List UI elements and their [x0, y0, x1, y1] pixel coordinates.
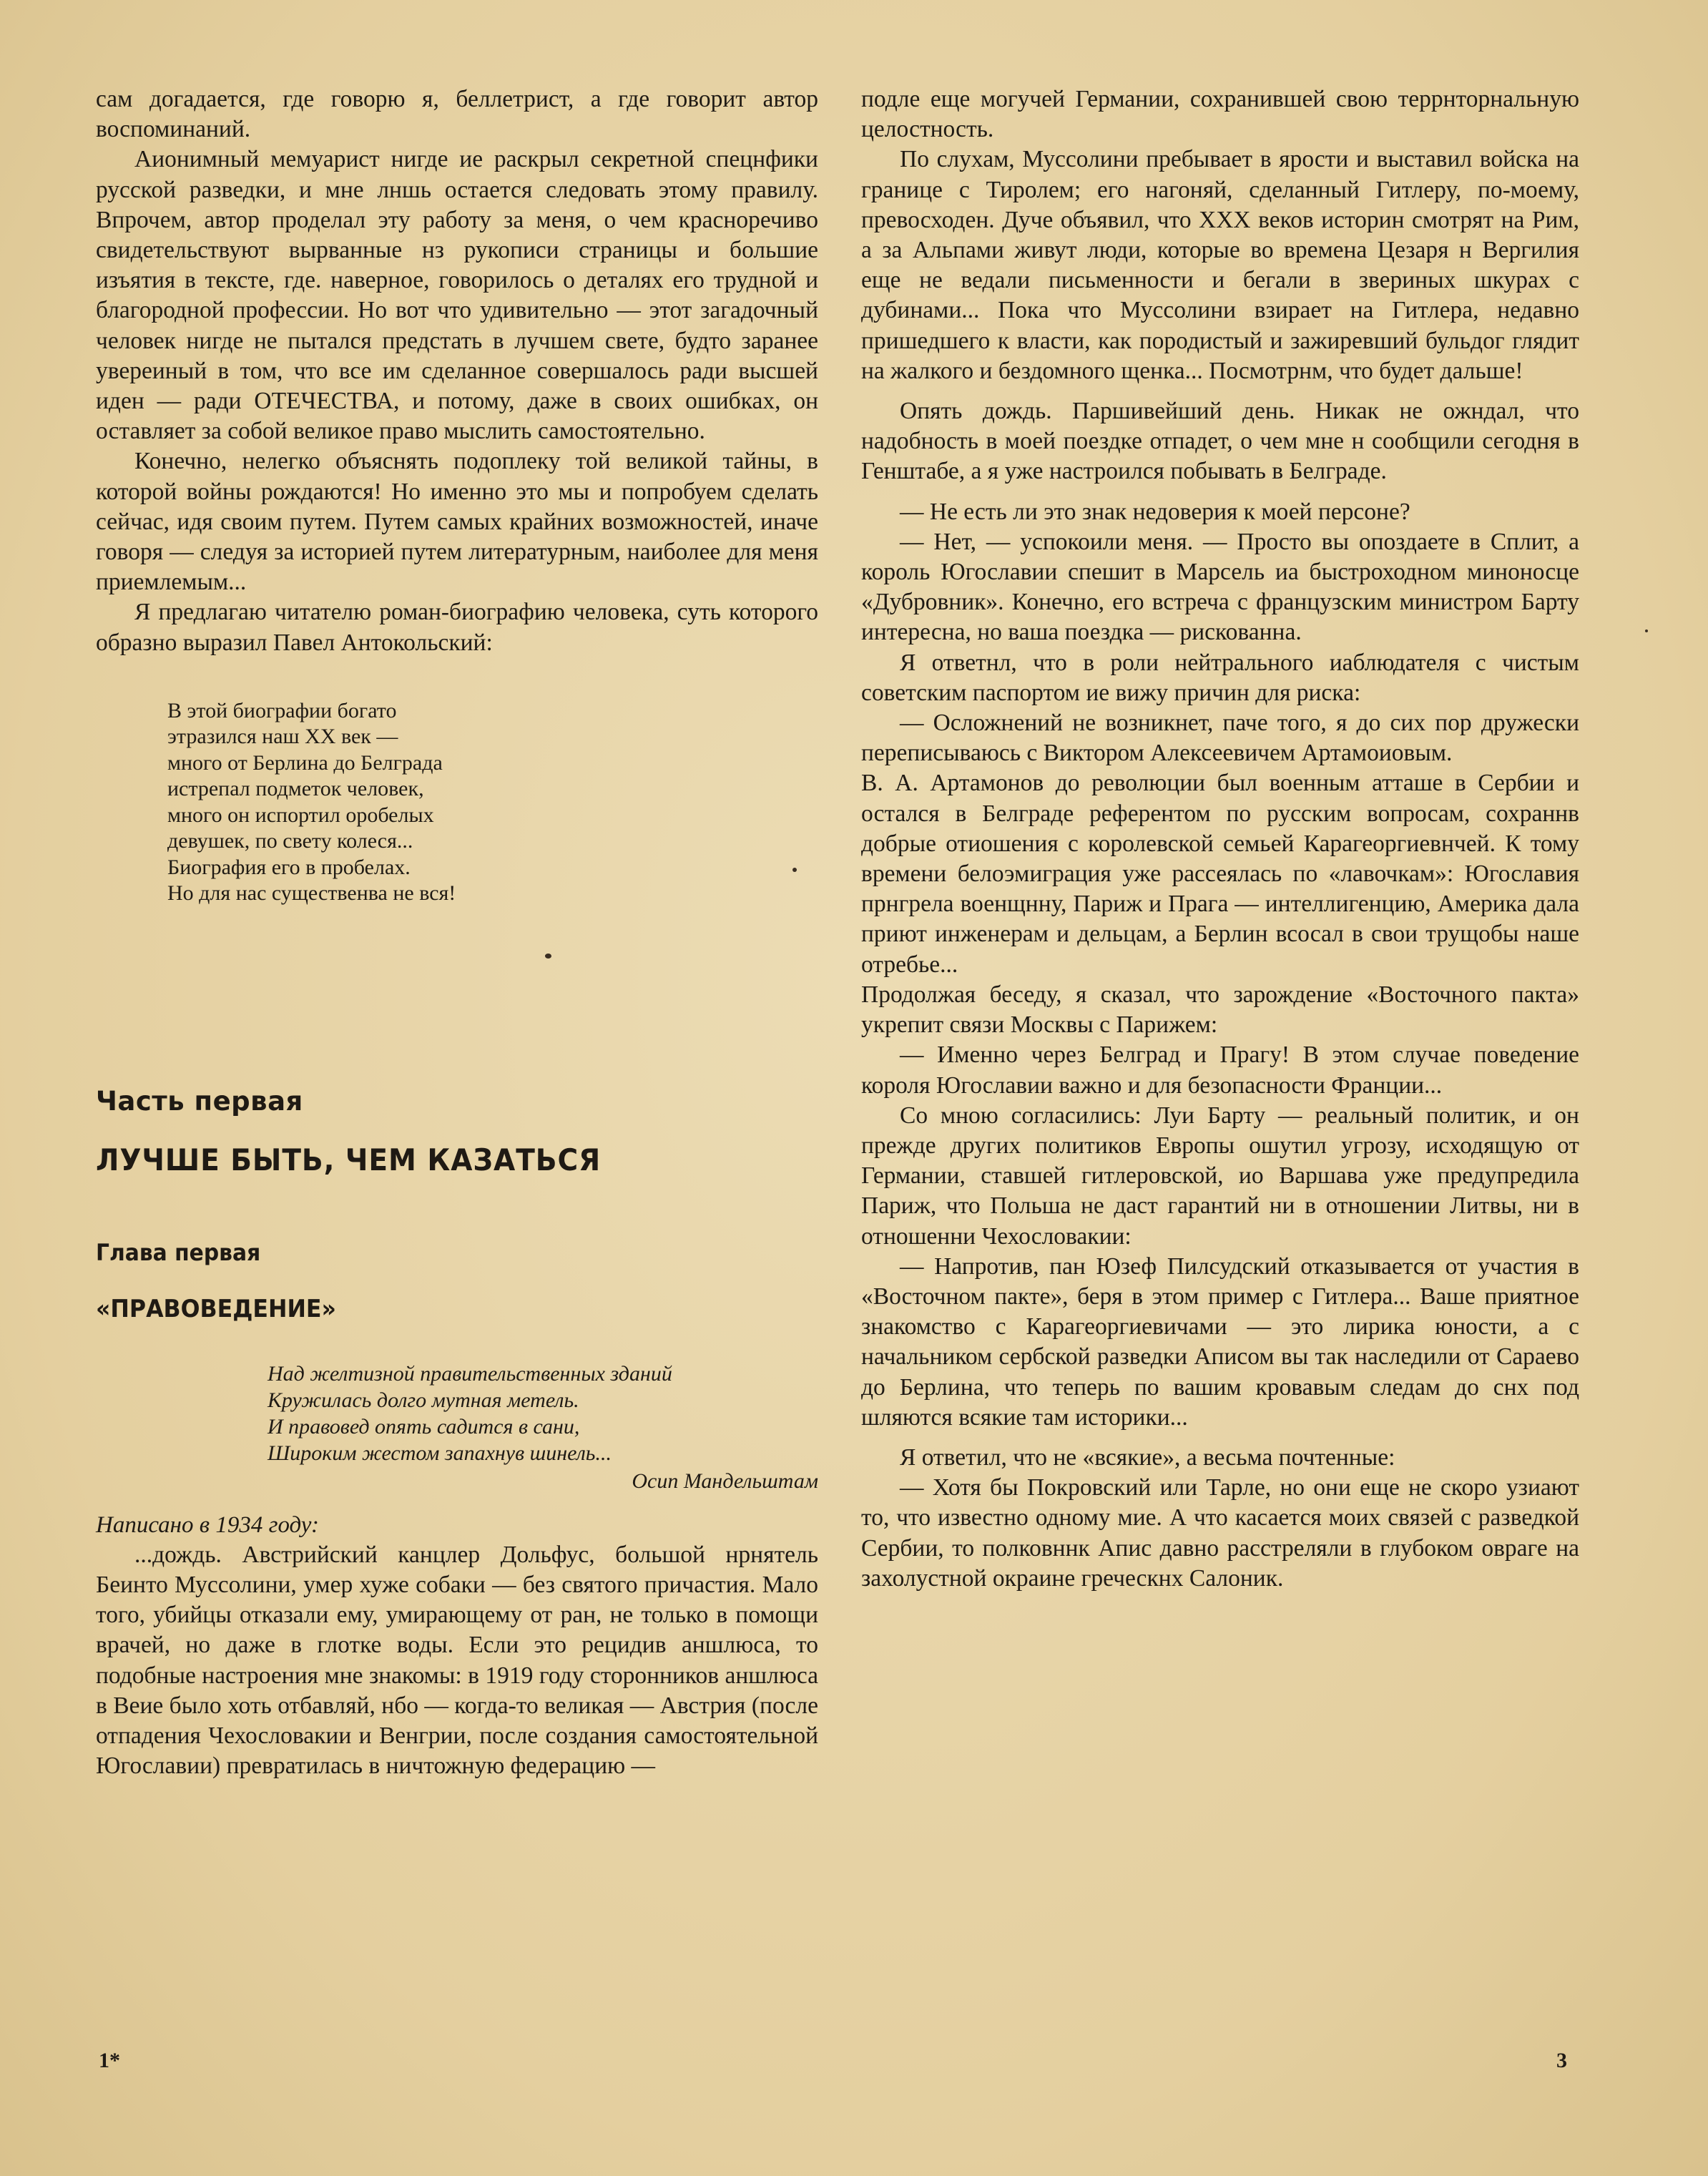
page-number-left: 1* — [99, 2049, 120, 2072]
ink-speck — [1645, 629, 1648, 632]
epigraph — [268, 1361, 818, 1494]
paragraph: — Хотя бы Покровский или Тарле, но они еще не скоро узиают то, что известно одному мие. А что касается моих связей с разведкой Сербии, то полковннк Апис давно расстреляли в глубоком овраге на захолустной окраине греческнх Салоник. — [861, 1474, 1579, 1592]
left-column — [96, 84, 818, 1781]
poem-line: много от Берлина до Белграда — [167, 750, 443, 775]
written-note: Написано в 1934 году: — [96, 1511, 319, 1538]
paragraph: Я ответил, что не «всякие», а весьма почтенные: — [900, 1444, 1395, 1471]
chapter-label: Глава первая — [96, 1238, 261, 1266]
poem-line: Биография его в пробелах. — [167, 855, 411, 879]
paragraph: Со мною согласились: Луи Барту — реальный политик, и он прежде других политиков Европы ошутил угрозу, исходящую от Германии, ставшей гитлеровской, ио Варшава уже предупредила Париж, что Польша не даст гарантий ни в отношении Литвы, ни в отношенни Чехословакии: — [861, 1102, 1579, 1250]
page-number-right: 3 — [1556, 2049, 1567, 2072]
paragraph: ...дождь. Австрийский канцлер Дольфус, большой нрнятель Беинто Муссолини, умер хуже собаки — без святого причастия. Мало того, убийцы отказали ему, умирающему от ран, не только в помощи врачей, но даже в глотке воды. Если это рецидив аншлюса, то подобные настроения мне знакомы: в 1919 году сторонников аншлюса в Веие было хоть отбавляй, нбо — когда-то великая — Австрия (после отпадения Чехословакии и Венгрии, после создания самостоятельной Югославии) превратилась в ничтожную федерацию — — [96, 1541, 818, 1780]
poem-line: Но для нас существенва не вся! — [167, 881, 456, 906]
paragraph: сам догадается, где говорю я, беллетрист, а где говорит автор воспоминаний. — [96, 86, 818, 143]
paragraph: — Нет, — успокоили меня. — Просто вы опоздаете в Сплит, а король Югославии спешит в Марсель иа быстроходном миноносце «Дубровник». Конечно, его встреча с французским министром Барту интересна, но ваша поездка — рискованна. — [861, 528, 1579, 646]
paragraph: Я ответнл, что в роли нейтрального иаблюдателя с чистым советским паспортом ие вижу причин для риска: — [861, 649, 1579, 706]
paragraph: Продолжая беседу, я сказал, что зарождение «Восточного пакта» укрепит связи Москвы с Парижем: — [861, 981, 1579, 1039]
paragraph: — Осложнений не возникнет, паче того, я до сих пор дружески переписываюсь с Виктором Алексеевичем Артамоиовым. — [861, 710, 1579, 767]
poem-quote — [167, 698, 818, 907]
chapter-title: «ПРАВОВЕДЕНИЕ» — [96, 1294, 336, 1323]
paragraph: — Именно через Белград и Прагу! В этом случае поведение короля Югославии важно и для безопасности Франции... — [861, 1042, 1579, 1099]
epigraph-line: Широким жестом запахнув шинель... — [268, 1441, 612, 1465]
epigraph-author: Осип Мандельштам — [632, 1469, 818, 1493]
paragraph: — Напротив, пан Юзеф Пилсудский отказывается от участия в «Восточном пакте», беря в этом пример с Гитлера... Ваше приятное знакомство с Карагеоргиевичами — это лирика юности, а с начальником сербской разведки Аписом вы так наследили от Сараево до Берлина, что теперь по вашим кровавым следам до снх под шляются всякие там историки... — [861, 1253, 1579, 1431]
epigraph-line: Кружилась долго мутная метель. — [268, 1388, 579, 1412]
paragraph: Опять дождь. Паршивейший день. Никак не ожндал, что надобность в моей поездке отпадет, о чем мне н сообщили сегодня в Генштабе, а я уже настроился побывать в Белграде. — [861, 398, 1579, 485]
poem-line: В этой биографии богато — [167, 698, 397, 722]
epigraph-line: Над желтизной правительственных зданий — [268, 1361, 672, 1386]
ink-speck — [792, 868, 797, 872]
epigraph-line: И правовед опять садится в сани, — [268, 1414, 580, 1439]
paragraph: Аионимный мемуарист нигде ие раскрыл секретной спецнфики русской разведки, и мне лншь остается следовать этому правилу. Впрочем, автор проделал эту работу за меня, о чем красноречиво свидетельствуют вырванные нз рукописи страницы и большие изъятия в тексте, где. наверное, говорилось о деталях его трудной и благородной профессии. Но вот что удивительно — этот загадочный человек нигде не пытался предстать в лучшем свете, будто заранее увереиный в том, что все им сделанное совершалось ради высшей иден — ради ОТЕЧЕСТВА, и потому, даже в своих ошибках, он оставляет за собой великое право мыслить самостоятельно. — [96, 146, 818, 445]
paragraph: В. А. Артамонов до революции был военным атташе в Сербии и остался в Белграде референтом по русским вопросам, сохраннв добрые отиошения с королевской семьей Карагеоргиевнчей. К тому времени белоэмиграция уже рассеялась по «лавочкам»: Югославия прнгрела военщнну, Париж и Прага — интеллигенцию, Америка дала приют инженерам и дельцам, а Берлин всосал в свои трущобы наше отребье... — [861, 770, 1579, 978]
paragraph: По слухам, Муссолини пребывает в ярости и выставил войска на границе с Тиролем; его нагоняй, сделанный Гитлеру, по-моему, превосходен. Дуче объявил, что XXX веков историн смотрят на Рим, а за Альпами живут люди, которые во времена Цезаря н Вергилия еще не ведали письменности и бегали в звериных шкурах с дубинами... Пока что Муссолини взирает на Гитлера, недавно пришедшего к власти, как породистый и зажиревший бульдог глядит на жалкого и бездомного щенка... Посмотрнм, что будет дальше! — [861, 146, 1579, 384]
poem-line: истрепал подметок человек, — [167, 777, 424, 801]
paragraph: Я предлагаю читателю роман-биографию человека, суть которого образно выразил Павел Антокольский: — [96, 599, 818, 656]
paragraph: — Не есть ли это знак недоверия к моей персоне? — [900, 498, 1410, 525]
ink-speck — [545, 954, 551, 959]
paragraph: подле еще могучей Германии, сохранившей свою террнторнальную целостность. — [861, 86, 1579, 143]
poem-line: девушек, по свету колеся... — [167, 829, 413, 853]
poem-line: этразился наш XX век — — [167, 725, 398, 749]
right-column — [861, 84, 1579, 1594]
part-label: Часть первая — [96, 1085, 303, 1117]
poem-line: много он испортил оробелых — [167, 803, 434, 827]
part-title: ЛУЧШЕ БЫТЬ, ЧЕМ КАЗАТЬСЯ — [96, 1142, 602, 1177]
paragraph: Конечно, нелегко объяснять подоплеку той великой тайны, в которой войны рождаются! Но именно это мы и попробуем сделать сейчас, идя своим путем. Путем самых крайних возможностей, иначе говоря — следуя за историей путем литературным, наиболее для меня приемлемым... — [96, 448, 818, 596]
